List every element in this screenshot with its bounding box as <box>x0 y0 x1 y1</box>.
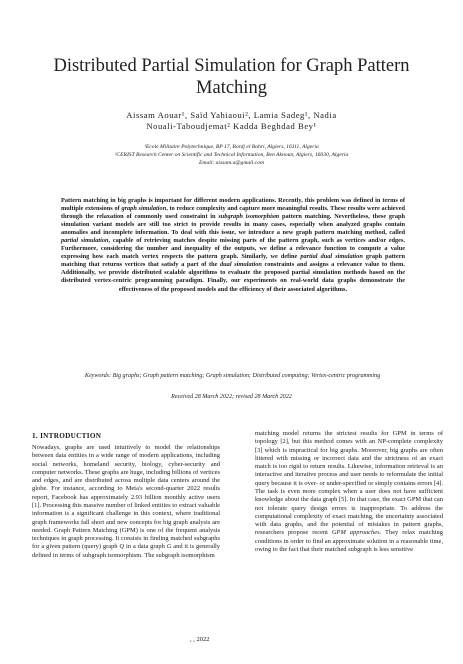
affiliation-2: ²CERIST Research Center on Scientific and Technical Information, Ben Aknoun, Algiers, 16030, Algeria <box>114 151 349 158</box>
received-date: Received 28 March 2022; revised 28 March 2022 <box>171 394 292 400</box>
author-email: Email: aissam.a@gmail.com <box>199 159 264 166</box>
affiliation-1: ¹Ecole Militaire Polytechnique, BP 17, Bordj el Bahri, Algiers, 16111, Algeria <box>144 144 319 150</box>
author-line-2: Nouali-Taboudjemat² Kadda Beghdad Bey¹ <box>146 121 317 131</box>
paper-title: Distributed Partial Simulation for Graph Pattern Matching <box>53 56 410 98</box>
author-line-1: Aissam Aouar¹, Saïd Yahiaoui², Lamia Sadeg¹, Nadia <box>126 110 337 120</box>
page-footer: , , 2022 <box>190 636 210 643</box>
author-list <box>40 110 423 132</box>
keywords: Keywords: Big graphs; Graph pattern matching; Graph simulation; Distributed computing; Vertex-centric programming <box>84 373 381 379</box>
section-heading-introduction: 1. INTRODUCTION <box>32 432 102 440</box>
affiliations <box>40 144 423 167</box>
abstract: Pattern matching in big graphs is important for different modern applications. Recently, this problem was defined in terms of multiple extensions of graph simulation, to reduce complexity and capture more meaningful results. These results were achieved through the relaxation of commonly used constraint in subgraph isomorphism pattern matching. Nevertheless, these graph simulation variant models are still too strict to provide results in many cases, especially when analyzed graphs contain anomalies and incomplete information. To deal with this issue, we introduce a new graph pattern matching method, called partial simulation, capable of retrieving matches despite missing parts of the pattern graph, such as vertices and/or edges. Furthermore, considering the number and inequality of the outputs, we define a relevance function to compute a value expressing how each match vertex respects the pattern graph. Similarly, we define partial dual simulation graph pattern matching that returns vertices that satisfy a part of the dual simulation constraints and assigns a relevance value to them. Additionally, we provide distributed scalable algorithms to evaluate the proposed partial simulation methods based on the distributed vertex-centric programming paradigm. Finally, our experiments on real-world data graphs demonstrate the effectiveness of the proposed models and the efficiency of their associated algorithms. <box>61 197 406 293</box>
body-column-right: matching model returns the strictest results for GPM in terms of topology [2], but this method comes with an NP-complete complexity [3] which is impractical for big graphs. Moreover, big graphs are often littered with missing or incorrect data and the strictness of an exact match is too rigid to return results. Likewise, information retrieval is an interactive and iterative process and user needs to reformulate the initial query because it is over- or under-specified or simply contains errors [4]. The task is even more complex when a user does not have sufficient knowledge about the data graph [5]. In that case, the exact GPM that can not tolerate query design errors is inappropriate. To address the computational complexity of exact matching, the uncertainty associated with data graphs, and the potential of mistakes in pattern graphs, researchers propose recent GPM approaches. They relax matching conditions in order to find an approximate solution in a reasonable time, owing to the fact that their matched subgraph is less sensitive <box>255 430 443 553</box>
body-column-left: Nowadays, graphs are used intuitively to model the relationships between data entities in a wide range of modern applications, including social networks, homeland security, biology, cyber-security and computer networks. These graphs are huge, including billions of vertices and edges, and are distributed across multiple data centers around the globe. For instance, according to Meta's second-quarter 2022 results report, Facebook has approximately 2.93 billion monthly active users [1]. Processing this massive number of linked entities to extract valuable information is a significant challenge in this context, where traditional graph frameworks fall short and new concepts for big graph analysis are needed. Graph Pattern Matching (GPM) is one of the frequent analysis techniques in graph processing. It consists in finding matched subgraphs for a given pattern (query) graph Q in a data graph G and it is generally defined in terms of subgraph isomorphism. The subgraph isomorphism <box>32 444 221 559</box>
